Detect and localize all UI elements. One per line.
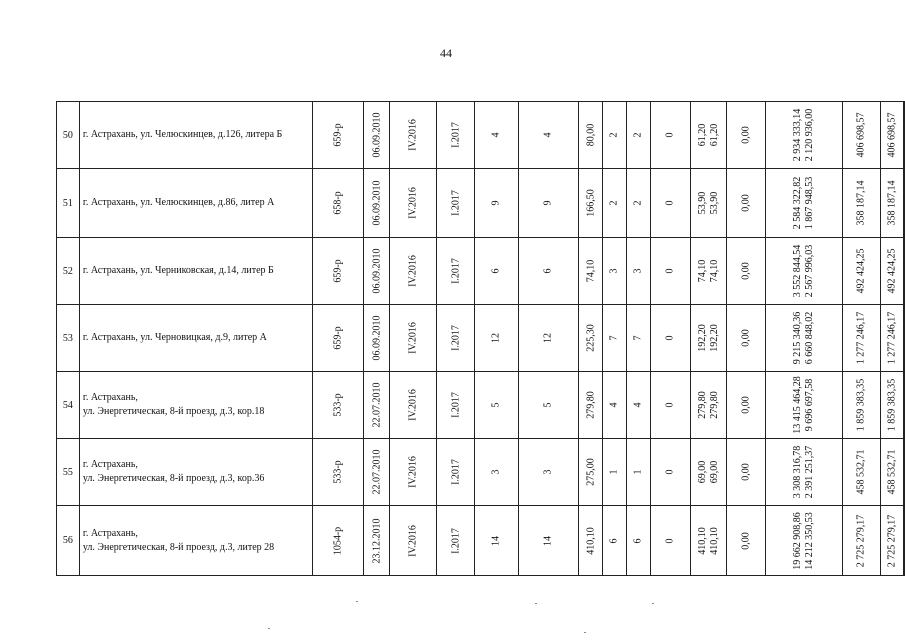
value-c9: 0,00 — [740, 126, 752, 144]
value-cell — [842, 506, 880, 576]
doc-date-cell — [364, 506, 390, 576]
value-cell — [842, 305, 880, 372]
doc-number: 533-р — [332, 460, 344, 484]
value-c3: 74,10 — [585, 259, 597, 283]
value-c9: 0,00 — [740, 531, 752, 550]
scan-speck — [652, 603, 654, 604]
doc-date-cell — [364, 102, 390, 169]
value-cell — [518, 238, 578, 305]
value-c2: 9 — [542, 200, 554, 206]
money-pair — [792, 177, 816, 230]
value-c2: 6 — [542, 268, 554, 274]
period-start-cell — [389, 372, 437, 439]
period-end-cell — [437, 305, 475, 372]
value-c10b: 1 867 948,53 — [803, 176, 815, 230]
area-pair — [697, 260, 721, 283]
value-cell — [579, 305, 603, 372]
value-c8: 279,80 — [708, 391, 720, 419]
address-cell — [79, 169, 312, 238]
value-cell — [904, 169, 905, 238]
period-end: I.2017 — [450, 459, 462, 485]
doc-number-cell — [313, 169, 364, 238]
page-number: 44 — [440, 46, 452, 60]
value-cell — [474, 372, 518, 439]
table-row — [57, 169, 905, 238]
address-cell — [79, 305, 312, 372]
address-line: г. Астрахань, — [82, 459, 138, 470]
value-c13 — [904, 262, 905, 280]
period-start: IV.2016 — [407, 119, 419, 151]
value-c4: 4 — [608, 402, 620, 408]
value-cell — [626, 506, 650, 576]
doc-date: 22.07.2010 — [371, 449, 383, 495]
value-cell — [727, 372, 765, 439]
value-c2: 12 — [542, 333, 554, 343]
value-c13 — [904, 329, 905, 347]
value-c7: 53,90 — [696, 191, 708, 215]
value-c10a: 9 215 340,36 — [791, 311, 803, 365]
table-body — [57, 102, 905, 576]
period-start: IV.2016 — [407, 456, 419, 488]
period-end-cell — [437, 372, 475, 439]
value-cell — [904, 238, 905, 305]
area-pair-cell — [690, 169, 727, 238]
value-cell — [881, 439, 904, 506]
value-cell — [904, 305, 905, 372]
value-cell — [842, 439, 880, 506]
value-cell — [579, 506, 603, 576]
value-c9: 0,00 — [740, 396, 752, 414]
money-pair-cell — [765, 506, 842, 576]
value-cell — [602, 439, 626, 506]
money-pair — [792, 446, 816, 499]
value-c7: 279,80 — [696, 391, 708, 419]
address-line: ул. Энергетическая, 8-й проезд, д.3, литер 28 — [82, 541, 275, 553]
value-cell — [518, 439, 578, 506]
period-start-cell — [389, 169, 437, 238]
value-cell — [727, 102, 765, 169]
value-cell — [579, 238, 603, 305]
value-c11: 358 187,14 — [855, 180, 867, 226]
scan-speck — [535, 603, 537, 604]
money-pair-cell — [765, 439, 842, 506]
value-cell — [650, 238, 690, 305]
value-c10b: 6 660 848,02 — [803, 311, 815, 365]
doc-date-cell — [364, 372, 390, 439]
value-c5: 3 — [632, 268, 644, 274]
value-c10a: 3 552 844,54 — [791, 244, 803, 298]
value-c2: 3 — [542, 469, 554, 475]
period-end: I.2017 — [450, 392, 462, 418]
value-cell — [474, 102, 518, 169]
money-pair — [792, 109, 816, 162]
area-pair — [697, 461, 721, 484]
value-c11: 492 424,25 — [855, 248, 867, 294]
value-c4: 1 — [608, 469, 620, 475]
row-number-cell: 54 — [57, 372, 80, 439]
period-start-cell — [389, 506, 437, 576]
money-pair-cell — [765, 305, 842, 372]
money-pair-cell — [765, 238, 842, 305]
value-c2: 5 — [542, 402, 554, 408]
doc-number-cell — [313, 102, 364, 169]
value-c10a: 2 934 333,14 — [791, 108, 803, 162]
doc-number-cell — [313, 305, 364, 372]
value-c3: 80,00 — [585, 123, 597, 147]
doc-number-cell — [313, 506, 364, 576]
value-cell — [881, 102, 904, 169]
address-cell — [79, 102, 312, 169]
area-pair — [697, 324, 721, 352]
doc-number-cell — [313, 372, 364, 439]
value-cell — [881, 372, 904, 439]
value-c11: 1 277 246,17 — [855, 311, 867, 365]
value-c10a: 3 308 316,78 — [791, 445, 803, 499]
value-cell — [626, 169, 650, 238]
period-start: IV.2016 — [407, 389, 419, 421]
period-start-cell — [389, 439, 437, 506]
period-end: I.2017 — [450, 325, 462, 351]
value-cell — [904, 102, 905, 169]
value-c13 — [904, 126, 905, 144]
period-start: IV.2016 — [407, 322, 419, 354]
doc-number: 658-р — [332, 191, 344, 215]
table-row — [57, 439, 905, 506]
period-end-cell — [437, 439, 475, 506]
value-c8: 410,10 — [708, 526, 720, 555]
value-cell — [842, 372, 880, 439]
table-row — [57, 372, 905, 439]
period-end: I.2017 — [450, 190, 462, 216]
value-cell — [579, 169, 603, 238]
scan-speck — [268, 628, 270, 629]
value-cell — [602, 305, 626, 372]
value-c8: 69,00 — [708, 460, 720, 484]
value-cell — [602, 506, 626, 576]
address-cell — [79, 372, 312, 439]
address-line: г. Астрахань, ул. Черниковская, д.14, литер Б — [82, 265, 274, 276]
address-line: г. Астрахань, — [82, 392, 138, 403]
value-c7: 61,20 — [696, 123, 708, 147]
value-c5: 7 — [632, 335, 644, 341]
value-c9: 0,00 — [740, 329, 752, 347]
value-c3: 279,80 — [585, 391, 597, 419]
value-cell — [518, 506, 578, 576]
doc-date: 06.09.2010 — [371, 180, 383, 226]
value-c13 — [904, 194, 905, 212]
value-cell — [518, 372, 578, 439]
value-c10b: 2 567 996,03 — [803, 244, 815, 298]
value-c12: 406 698,57 — [886, 112, 898, 158]
value-cell — [842, 238, 880, 305]
period-end-cell — [437, 238, 475, 305]
value-c12: 2 725 279,17 — [886, 514, 898, 567]
period-end-cell — [437, 102, 475, 169]
value-c8: 192,20 — [708, 324, 720, 352]
value-c10b: 9 696 697,58 — [803, 378, 815, 432]
value-c5: 1 — [632, 469, 644, 475]
doc-date-cell — [364, 238, 390, 305]
value-c6: 0 — [664, 132, 676, 138]
value-c7: 69,00 — [696, 460, 708, 484]
value-c6: 0 — [664, 268, 676, 274]
doc-number: 659-р — [332, 259, 344, 283]
doc-number: 1054-р — [332, 526, 344, 555]
value-c1: 5 — [490, 402, 502, 408]
money-pair-cell — [765, 102, 842, 169]
value-cell — [518, 102, 578, 169]
period-end-cell — [437, 506, 475, 576]
value-cell — [727, 439, 765, 506]
scan-speck — [584, 632, 586, 633]
address-line: г. Астрахань, ул. Челюскинцев, д.126, литера Б — [82, 129, 283, 140]
value-cell — [579, 102, 603, 169]
doc-date: 23.12.2010 — [371, 518, 383, 563]
period-start: IV.2016 — [407, 524, 419, 557]
money-pair-cell — [765, 372, 842, 439]
value-cell — [626, 439, 650, 506]
value-c13 — [904, 463, 905, 481]
value-cell — [727, 305, 765, 372]
value-cell — [904, 372, 905, 439]
value-c12: 1 277 246,17 — [886, 311, 898, 365]
period-start-cell — [389, 238, 437, 305]
area-pair-cell — [690, 238, 727, 305]
doc-date-cell — [364, 439, 390, 506]
doc-date-cell — [364, 305, 390, 372]
row-number-cell: 53 — [57, 305, 80, 372]
doc-number-cell — [313, 238, 364, 305]
value-c3: 225,30 — [585, 324, 597, 352]
value-c8: 74,10 — [708, 259, 720, 283]
address-cell — [79, 506, 312, 576]
row-number-cell: 56 — [57, 506, 80, 576]
value-c2: 4 — [542, 132, 554, 138]
value-c10a: 13 415 464,28 — [791, 376, 803, 434]
value-c10b: 2 120 936,00 — [803, 108, 815, 162]
value-cell — [579, 372, 603, 439]
value-c9: 0,00 — [740, 463, 752, 481]
value-c11: 1 859 383,35 — [855, 378, 867, 432]
period-start-cell — [389, 305, 437, 372]
period-end-cell — [437, 169, 475, 238]
value-c8: 61,20 — [708, 123, 720, 147]
value-cell — [881, 169, 904, 238]
value-c12: 492 424,25 — [886, 248, 898, 294]
value-c4: 2 — [608, 132, 620, 138]
period-end: I.2017 — [450, 258, 462, 284]
area-pair — [697, 391, 721, 419]
doc-date-cell — [364, 169, 390, 238]
money-pair — [792, 245, 816, 298]
value-cell — [650, 169, 690, 238]
value-c7: 74,10 — [696, 259, 708, 283]
address-line: ул. Энергетическая, 8-й проезд, д.3, кор.36 — [82, 473, 265, 484]
value-c6: 0 — [664, 335, 676, 341]
value-cell — [650, 372, 690, 439]
table-row — [57, 305, 905, 372]
doc-number-cell — [313, 439, 364, 506]
value-cell — [626, 372, 650, 439]
table-row — [57, 238, 905, 305]
period-end: I.2017 — [450, 122, 462, 148]
value-cell — [602, 169, 626, 238]
value-cell — [881, 506, 904, 576]
value-c1: 3 — [490, 469, 502, 475]
value-cell — [881, 238, 904, 305]
value-c9: 0,00 — [740, 194, 752, 212]
doc-date: 06.09.2010 — [371, 248, 383, 294]
value-c6: 0 — [664, 200, 676, 206]
value-c1: 9 — [490, 200, 502, 206]
money-pair — [792, 312, 816, 365]
value-c4: 6 — [608, 538, 620, 543]
doc-number: 659-р — [332, 123, 344, 147]
period-start: IV.2016 — [407, 187, 419, 219]
area-pair-cell — [690, 506, 727, 576]
value-c6: 0 — [664, 469, 676, 475]
money-pair — [792, 512, 816, 570]
value-cell — [727, 506, 765, 576]
register-table — [56, 101, 905, 576]
money-pair-cell — [765, 169, 842, 238]
value-c10a: 2 584 322,82 — [791, 176, 803, 230]
value-cell — [474, 506, 518, 576]
value-cell — [650, 439, 690, 506]
value-cell — [650, 506, 690, 576]
row-number-cell: 50 — [57, 102, 80, 169]
area-pair-cell — [690, 372, 727, 439]
value-c8: 53,90 — [708, 191, 720, 215]
value-c1: 4 — [490, 132, 502, 138]
doc-number: 533-р — [332, 393, 344, 417]
value-c6: 0 — [664, 538, 676, 543]
value-c2: 14 — [542, 535, 554, 546]
value-cell — [474, 439, 518, 506]
value-cell — [626, 102, 650, 169]
value-cell — [650, 305, 690, 372]
area-pair-cell — [690, 439, 727, 506]
value-c7: 410,10 — [696, 526, 708, 555]
area-pair — [697, 124, 721, 147]
value-cell — [602, 238, 626, 305]
value-c4: 2 — [608, 200, 620, 206]
value-cell — [842, 169, 880, 238]
table-row — [57, 506, 905, 576]
period-start-cell — [389, 102, 437, 169]
area-pair-cell — [690, 305, 727, 372]
value-c11: 406 698,57 — [855, 112, 867, 158]
period-end: I.2017 — [450, 527, 462, 554]
value-c1: 14 — [490, 535, 502, 546]
value-c10b: 14 212 350,53 — [803, 511, 815, 570]
value-c10a: 19 662 908,86 — [791, 511, 803, 570]
row-number-cell: 51 — [57, 169, 80, 238]
value-cell — [602, 102, 626, 169]
value-cell — [474, 238, 518, 305]
value-cell — [626, 305, 650, 372]
value-cell — [727, 238, 765, 305]
value-c5: 4 — [632, 402, 644, 408]
address-cell — [79, 238, 312, 305]
scan-speck — [356, 601, 358, 602]
value-c5: 2 — [632, 200, 644, 206]
value-c10b: 2 391 251,37 — [803, 445, 815, 499]
address-cell — [79, 439, 312, 506]
value-c12: 358 187,14 — [886, 180, 898, 226]
value-cell — [904, 506, 905, 576]
value-cell — [518, 169, 578, 238]
value-c1: 12 — [490, 333, 502, 343]
value-c6: 0 — [664, 402, 676, 408]
doc-number: 659-р — [332, 326, 344, 350]
area-pair-cell — [690, 102, 727, 169]
value-cell — [881, 305, 904, 372]
area-pair — [697, 192, 721, 215]
value-cell — [474, 169, 518, 238]
value-c3: 275,00 — [585, 458, 597, 486]
value-c1: 6 — [490, 268, 502, 274]
value-c3: 410,10 — [585, 526, 597, 555]
address-line: г. Астрахань, ул. Челюскинцев, д.86, литер А — [82, 197, 275, 208]
value-cell — [650, 102, 690, 169]
address-line: г. Астрахань, ул. Черновицкая, д.9, литер А — [82, 332, 267, 343]
value-c12: 458 532,71 — [886, 449, 898, 495]
value-cell — [579, 439, 603, 506]
area-pair — [697, 527, 721, 555]
value-cell — [842, 102, 880, 169]
value-cell — [904, 439, 905, 506]
value-c12: 1 859 383,35 — [886, 378, 898, 432]
value-cell — [518, 305, 578, 372]
value-c7: 192,20 — [696, 324, 708, 352]
row-number-cell: 52 — [57, 238, 80, 305]
value-c9: 0,00 — [740, 262, 752, 280]
period-start: IV.2016 — [407, 255, 419, 287]
value-cell — [727, 169, 765, 238]
value-cell — [626, 238, 650, 305]
doc-date: 06.09.2010 — [371, 112, 383, 158]
row-number-cell: 55 — [57, 439, 80, 506]
value-c4: 3 — [608, 268, 620, 274]
value-c5: 6 — [632, 538, 644, 543]
value-c13 — [904, 532, 905, 550]
address-line: ул. Энергетическая, 8-й проезд, д.3, кор.18 — [82, 406, 265, 417]
value-cell — [474, 305, 518, 372]
value-cell — [602, 372, 626, 439]
doc-date: 06.09.2010 — [371, 315, 383, 361]
value-c11: 458 532,71 — [855, 449, 867, 495]
value-c13 — [904, 396, 905, 414]
value-c11: 2 725 279,17 — [855, 514, 867, 567]
value-c4: 7 — [608, 335, 620, 341]
doc-date: 22.07.2010 — [371, 382, 383, 428]
money-pair — [792, 376, 816, 434]
table-row — [57, 102, 905, 169]
value-c3: 166,50 — [585, 189, 597, 217]
address-line: г. Астрахань, — [82, 527, 138, 539]
value-c5: 2 — [632, 132, 644, 138]
